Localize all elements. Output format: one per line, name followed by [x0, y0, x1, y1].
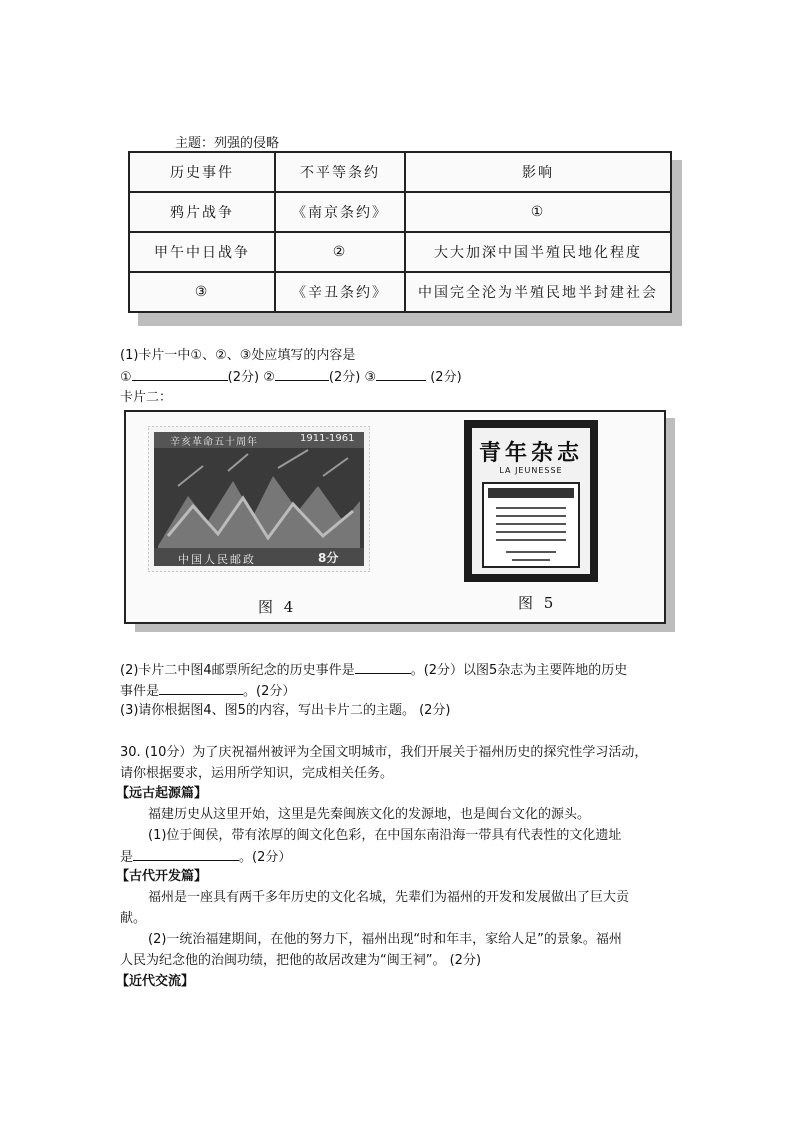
q3-prompt: (3)请你根据图4、图5的内容，写出卡片二的主题。 (2分): [120, 703, 451, 718]
q2-text-b: 。(2分）以图5杂志为主要阵地的历史: [410, 663, 628, 678]
q2-text-a: (2)卡片二中图4邮票所纪念的历史事件是: [120, 663, 355, 678]
q30-intro-line1: 30. (10分）为了庆祝福州被评为全国文明城市，我们开展关于福州历史的探究性学习活动，: [120, 745, 648, 760]
magazine-contents-panel: [482, 482, 580, 568]
section2-text-line1: 福州是一座具有两千多年历史的文化名城，先辈们为福州的开发和发展做出了巨大贡: [148, 890, 630, 905]
table-row: [129, 232, 671, 272]
table-header-row: [129, 152, 671, 192]
answer-blank-2[interactable]: [275, 367, 329, 381]
header-cell: 不平等条约: [275, 152, 405, 192]
stamp-bottom-text: 中国人民邮政: [178, 553, 256, 566]
q1-answer-line: [120, 367, 462, 387]
figure-5-caption: 图 5: [518, 594, 557, 612]
q2-line1: [120, 660, 627, 680]
header-cell: 影响: [405, 152, 671, 192]
magazine-subtitle: LA JEUNESSE: [499, 466, 563, 475]
table-row: [129, 272, 671, 312]
section-title-modern-exchange: 【近代交流】: [116, 974, 195, 989]
section1-answer-line: [120, 847, 291, 867]
table-cell: 大大加深中国半殖民地化程度: [405, 232, 671, 272]
section-title-ancient-origins: 【远古起源篇】: [116, 786, 208, 801]
section2-question-line2: 人民为纪念他的治闽功绩，把他的故居改建为“闽王祠”。 (2分): [120, 953, 482, 968]
points: (2分): [227, 370, 260, 385]
section1-points: 。(2分）: [239, 850, 292, 865]
q30-intro-line2: 请你根据要求，运用所学知识，完成相关任务。: [120, 766, 394, 781]
marker-3: ③: [364, 370, 377, 385]
q2-text-c: 事件是: [120, 684, 160, 699]
figure-4-caption: 图 4: [258, 598, 297, 616]
q2-line2: [120, 681, 295, 701]
points: (2分): [430, 370, 462, 385]
section-title-ancient-development: 【古代开发篇】: [116, 869, 208, 884]
table-cell: 中国完全沦为半殖民地半封建社会: [405, 272, 671, 312]
marker-2: ②: [263, 370, 275, 385]
magazine-image: [464, 420, 598, 582]
table-cell: ②: [275, 232, 405, 272]
card1-table: [128, 151, 672, 313]
card1-table-wrap: [128, 151, 672, 313]
stamp-years: 1911-1961: [300, 433, 355, 444]
table-cell: 《南京条约》: [275, 192, 405, 232]
section1-text: 福建历史从这里开始，这里是先秦闽族文化的发源地，也是闽台文化的源头。: [148, 807, 591, 822]
section2-text-line2: 献。: [120, 911, 147, 926]
stamp-image: [148, 426, 370, 572]
table-cell: ①: [405, 192, 671, 232]
table-cell: 甲午中日战争: [129, 232, 275, 272]
answer-blank-q2a[interactable]: [355, 660, 411, 674]
card2-label: 卡片二：: [120, 390, 173, 405]
table-cell: 鸦片战争: [129, 192, 275, 232]
stamp-top-text: 辛亥革命五十周年: [170, 437, 258, 448]
answer-blank-site[interactable]: [133, 847, 239, 861]
answer-blank-3[interactable]: [376, 367, 426, 381]
stamp-value: 8分: [318, 551, 339, 565]
table-cell: ③: [129, 272, 275, 312]
answer-blank-1[interactable]: [132, 367, 228, 381]
card2-frame: [124, 410, 666, 624]
section2-question-line1: (2)一统治福建期间，在他的努力下，福州出现“时和年丰，家给人足”的景象。福州: [148, 932, 622, 947]
card1-theme: 主题：列强的侵略: [175, 136, 280, 151]
magazine-title: 青年杂志: [478, 440, 583, 466]
q1-prompt: (1)卡片一中①、②、③处应填写的内容是: [120, 348, 356, 363]
answer-blank-q2b[interactable]: [159, 681, 243, 695]
points: (2分): [328, 370, 361, 385]
q2-text-d: 。(2分）: [243, 684, 296, 699]
table-row: [129, 192, 671, 232]
section1-text-b: 是: [120, 850, 134, 865]
magazine-cover: [472, 428, 590, 574]
marker-1: ①: [120, 370, 132, 385]
header-cell: 历史事件: [129, 152, 275, 192]
table-cell: 《辛丑条约》: [275, 272, 405, 312]
section1-question: (1)位于闽侯，带有浓厚的闽文化色彩，在中国东南沿海一带具有代表性的文化遗址: [148, 828, 622, 843]
